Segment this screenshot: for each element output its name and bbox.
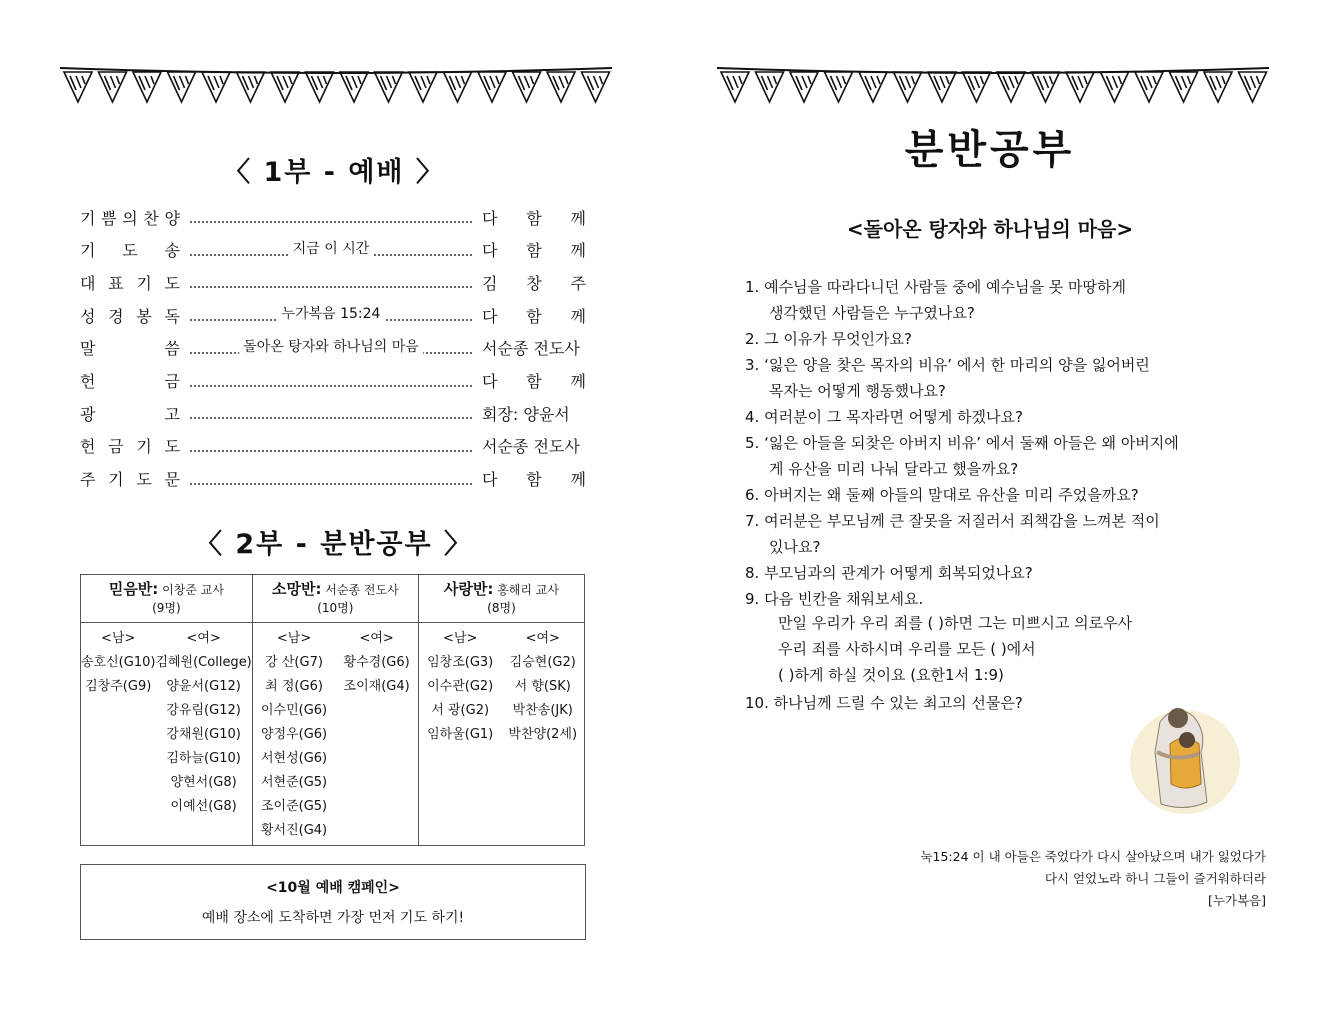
class-column xyxy=(419,575,584,845)
order-label-char: 헌 xyxy=(80,372,96,391)
verse-line: [누가복음] xyxy=(1207,893,1266,908)
order-label-char: 기 xyxy=(80,241,96,261)
order-row xyxy=(80,270,586,294)
order-label-char: 양 xyxy=(164,208,180,228)
question-text-continued: 있나요? xyxy=(769,538,821,556)
boys-list xyxy=(419,627,502,845)
order-detail: 누가복음 15:24 xyxy=(278,303,385,323)
campaign-title: <10월 예배 캠페인> xyxy=(266,880,400,896)
order-person-text: 께 xyxy=(570,241,586,261)
class-roster xyxy=(419,623,584,845)
order-person xyxy=(482,402,586,425)
part2-title: 〈 2부 - 분반공부 〉 xyxy=(194,529,473,560)
order-label-char: 쁨 xyxy=(101,208,117,228)
class-count: (10명) xyxy=(317,601,354,615)
order-person-text: 회장: 양윤서 xyxy=(482,404,570,424)
order-person-text: 께 xyxy=(570,208,586,228)
student-name: 조이재(G4) xyxy=(343,679,410,694)
order-label-char: 기 xyxy=(136,437,152,457)
order-person xyxy=(482,336,586,359)
student-name: 서 향(SK) xyxy=(514,679,571,694)
order-label-char: 송 xyxy=(164,241,180,261)
dotted-leader xyxy=(190,440,472,452)
order-person xyxy=(482,369,586,392)
question-text-continued: 생각했던 사람들은 누구였나요? xyxy=(769,304,975,322)
question-text: 4. 여러분이 그 목자라면 어떻게 하겠나요? xyxy=(745,408,1023,426)
student-name: 양정우(G6) xyxy=(260,727,328,742)
boys-list xyxy=(253,627,336,845)
class-count: (8명) xyxy=(487,601,516,615)
dotted-leader xyxy=(190,407,472,419)
class-count: (9명) xyxy=(152,601,181,615)
class-roster xyxy=(81,623,252,845)
order-label-char: 도 xyxy=(164,437,180,457)
order-person-text: 께 xyxy=(570,372,586,391)
order-person-text: 서순종 전도사 xyxy=(482,437,580,457)
order-row xyxy=(80,434,586,458)
boys-label: <남> xyxy=(443,631,478,646)
class-header xyxy=(81,575,252,623)
order-person xyxy=(482,467,586,490)
order-person-text: 다 xyxy=(482,306,498,326)
order-row xyxy=(80,205,586,229)
dotted-leader xyxy=(190,211,472,223)
order-person-text: 함 xyxy=(526,306,542,326)
order-label-char: 씀 xyxy=(164,339,180,359)
girls-list xyxy=(335,627,418,845)
order-person-text: 다 xyxy=(482,208,498,228)
question-item xyxy=(745,586,1265,612)
order-person-text: 서순종 전도사 xyxy=(482,339,580,359)
order-label-char: 경 xyxy=(108,306,124,326)
order-label-char: 주 xyxy=(80,470,96,490)
question-item xyxy=(745,326,1265,352)
order-label-char: 기 xyxy=(80,208,96,228)
question-text: 2. 그 이유가 무엇인가요? xyxy=(745,330,912,348)
class-column xyxy=(253,575,419,845)
order-label-char: 도 xyxy=(164,273,180,293)
study-subtitle: <돌아온 탕자와 하나님의 마음> xyxy=(846,217,1134,241)
girls-label: <여> xyxy=(186,631,221,646)
girls-label: <여> xyxy=(359,631,394,646)
question-text-continued: 게 유산을 미리 나눠 달라고 했을까요? xyxy=(769,460,1019,478)
question-text: 6. 아버지는 왜 둘째 아들의 말대로 유산을 미리 주었을까요? xyxy=(745,486,1139,504)
order-row xyxy=(80,401,586,425)
student-name: 양윤서(G12) xyxy=(166,679,241,694)
part1-title: 〈 1부 - 예배 〉 xyxy=(223,157,445,188)
order-person xyxy=(482,238,586,261)
dotted-leader xyxy=(190,306,472,323)
order-detail: 지금 이 시간 xyxy=(289,238,374,258)
question-item xyxy=(745,508,1265,560)
order-label-char: 표 xyxy=(108,273,124,293)
dotted-leader xyxy=(190,375,472,387)
order-person-text: 다 xyxy=(482,372,498,391)
question-item xyxy=(745,560,1265,586)
bunting-decoration xyxy=(58,60,614,110)
student-name: 조이준(G5) xyxy=(260,799,328,814)
class-table xyxy=(80,574,585,846)
student-name: 황수경(G6) xyxy=(343,655,410,670)
question-item xyxy=(745,274,1265,326)
order-label-char: 문 xyxy=(164,470,180,490)
class-header xyxy=(419,575,584,623)
order-label xyxy=(80,369,180,392)
order-label-char: 기 xyxy=(136,273,152,293)
order-label-char: 의 xyxy=(122,208,138,228)
right-page xyxy=(660,0,1320,1020)
order-label-char: 독 xyxy=(164,306,180,326)
order-label xyxy=(80,467,180,490)
student-name: 송호신(G10) xyxy=(81,655,156,670)
boys-label: <남> xyxy=(276,631,312,646)
order-detail: 돌아온 탕자와 하나님의 마음 xyxy=(239,336,423,356)
order-label-char: 성 xyxy=(80,306,96,326)
order-label-char: 광 xyxy=(80,404,96,424)
order-person-text: 다 xyxy=(482,241,498,261)
order-label xyxy=(80,434,180,457)
student-name: 이예선(G8) xyxy=(170,799,237,814)
order-label-char: 도 xyxy=(136,470,152,490)
question-item xyxy=(745,482,1265,508)
student-name: 서현성(G6) xyxy=(260,751,328,766)
order-person-text: 께 xyxy=(570,470,586,490)
order-person xyxy=(482,271,586,294)
fill-in-blank-line: 우리 죄를 사하시며 우리를 모든 ( )에서 xyxy=(778,640,1036,658)
student-name: 황서진(G4) xyxy=(260,823,328,838)
fill-in-blank-line: 만일 우리가 우리 죄를 ( )하면 그는 미쁘시고 의로우사 xyxy=(778,614,1133,632)
order-person-text: 함 xyxy=(526,208,542,228)
order-label-char: 봉 xyxy=(136,306,152,326)
order-person-text: 함 xyxy=(526,372,542,391)
student-name: 임창조(G3) xyxy=(427,655,494,670)
order-person xyxy=(482,206,586,229)
student-name: 박찬송(JK) xyxy=(512,703,573,718)
student-name: 이수관(G2) xyxy=(427,679,494,694)
bunting-decoration xyxy=(715,60,1271,110)
order-person-text: 함 xyxy=(526,241,542,261)
question-text: 9. 다음 빈칸을 채워보세요. xyxy=(745,590,924,608)
question-text: 8. 부모님과의 관계가 어떻게 회복되었나요? xyxy=(745,564,1033,582)
student-name: 강 산(G7) xyxy=(265,655,323,670)
order-label-char: 금 xyxy=(164,372,180,391)
campaign-text: 예배 장소에 도착하면 가장 먼저 기도 하기! xyxy=(201,910,465,926)
order-person-text: 다 xyxy=(482,470,498,490)
boys-list xyxy=(81,627,155,845)
question-text: 10. 하나님께 드릴 수 있는 최고의 선물은? xyxy=(745,694,1023,712)
order-label xyxy=(80,206,180,229)
dotted-leader xyxy=(190,240,472,257)
order-row xyxy=(80,467,586,491)
girls-label: <여> xyxy=(525,631,560,646)
boys-label: <남> xyxy=(101,631,136,646)
order-label-char: 고 xyxy=(164,404,180,424)
order-row xyxy=(80,238,586,262)
order-person-text: 께 xyxy=(570,306,586,326)
order-label xyxy=(80,271,180,294)
class-teacher: 서순종 전도사 xyxy=(325,583,399,597)
order-person-text: 주 xyxy=(570,273,586,293)
order-person-text: 함 xyxy=(526,470,542,490)
student-name: 김혜원(College) xyxy=(155,655,252,670)
girls-list xyxy=(501,627,584,845)
student-name: 강유림(G12) xyxy=(166,703,241,718)
dotted-leader xyxy=(190,276,472,288)
student-name: 서현준(G5) xyxy=(260,775,328,790)
student-name: 서 광(G2) xyxy=(431,703,490,718)
order-label-char: 금 xyxy=(108,437,124,457)
order-label xyxy=(80,304,180,327)
student-name: 양현서(G8) xyxy=(170,775,237,790)
class-teacher: 이창준 교사 xyxy=(162,583,224,597)
dotted-leader xyxy=(190,338,472,355)
question-text-continued: 목자는 어떻게 행동했나요? xyxy=(769,382,946,400)
order-label-char: 헌 xyxy=(80,437,96,457)
class-name: 사랑반: xyxy=(443,580,494,598)
order-label-char: 기 xyxy=(108,470,124,490)
student-name: 김창주(G9) xyxy=(85,679,152,694)
student-name: 박찬양(2세) xyxy=(508,727,578,742)
order-label xyxy=(80,238,180,261)
class-name: 믿음반: xyxy=(108,580,159,598)
order-row xyxy=(80,303,586,327)
student-name: 김승현(G2) xyxy=(509,655,576,670)
student-name: 강채원(G10) xyxy=(166,727,241,742)
verse-line: 눅15:24 이 내 아들은 죽었다가 다시 살아났으며 내가 잃었다가 xyxy=(920,849,1266,864)
dotted-leader xyxy=(190,473,472,485)
question-text: 1. 예수님을 따라다니던 사람들 중에 예수님을 못 마땅하게 xyxy=(745,278,1126,296)
fill-in-blank-line: ( )하게 하실 것이요 (요한1서 1:9) xyxy=(778,666,1004,684)
order-label-char: 찬 xyxy=(143,208,159,228)
order-person xyxy=(482,304,586,327)
order-person xyxy=(482,434,586,457)
question-item xyxy=(745,404,1265,430)
question-text: 5. ‘잃은 아들을 되찾은 아버지 비유’ 에서 둘째 아들은 왜 아버지에 xyxy=(745,434,1179,452)
student-name: 최 정(G6) xyxy=(265,679,323,694)
question-text: 7. 여러분은 부모님께 큰 잘못을 저질러서 죄책감을 느껴본 적이 xyxy=(745,512,1160,530)
order-label-char: 도 xyxy=(122,241,138,261)
question-item xyxy=(745,430,1265,482)
student-name: 이수민(G6) xyxy=(260,703,328,718)
father-embracing-son-illustration xyxy=(1115,692,1245,814)
verse-line: 다시 얻었노라 하니 그들이 즐거워하더라 xyxy=(1044,871,1266,886)
order-label xyxy=(80,402,180,425)
student-name: 김하늘(G10) xyxy=(166,751,241,766)
order-label xyxy=(80,336,180,359)
question-text: 3. ‘잃은 양을 찾은 목자의 비유’ 에서 한 마리의 양을 잃어버린 xyxy=(745,356,1150,374)
question-item xyxy=(745,352,1265,404)
class-column xyxy=(81,575,253,845)
study-title: 분반공부 xyxy=(904,127,1076,173)
campaign-box xyxy=(80,864,586,940)
student-name: 임하울(G1) xyxy=(427,727,494,742)
class-teacher: 홍해리 교사 xyxy=(497,583,559,597)
class-roster xyxy=(253,623,418,845)
girls-list xyxy=(155,627,251,845)
order-row xyxy=(80,369,586,393)
order-label-char: 말 xyxy=(80,339,96,359)
order-label-char: 대 xyxy=(80,273,96,293)
order-person-text: 창 xyxy=(526,273,542,293)
order-person-text: 김 xyxy=(482,273,498,293)
class-name: 소망반: xyxy=(271,580,322,598)
order-row xyxy=(80,336,586,360)
class-header xyxy=(253,575,418,623)
